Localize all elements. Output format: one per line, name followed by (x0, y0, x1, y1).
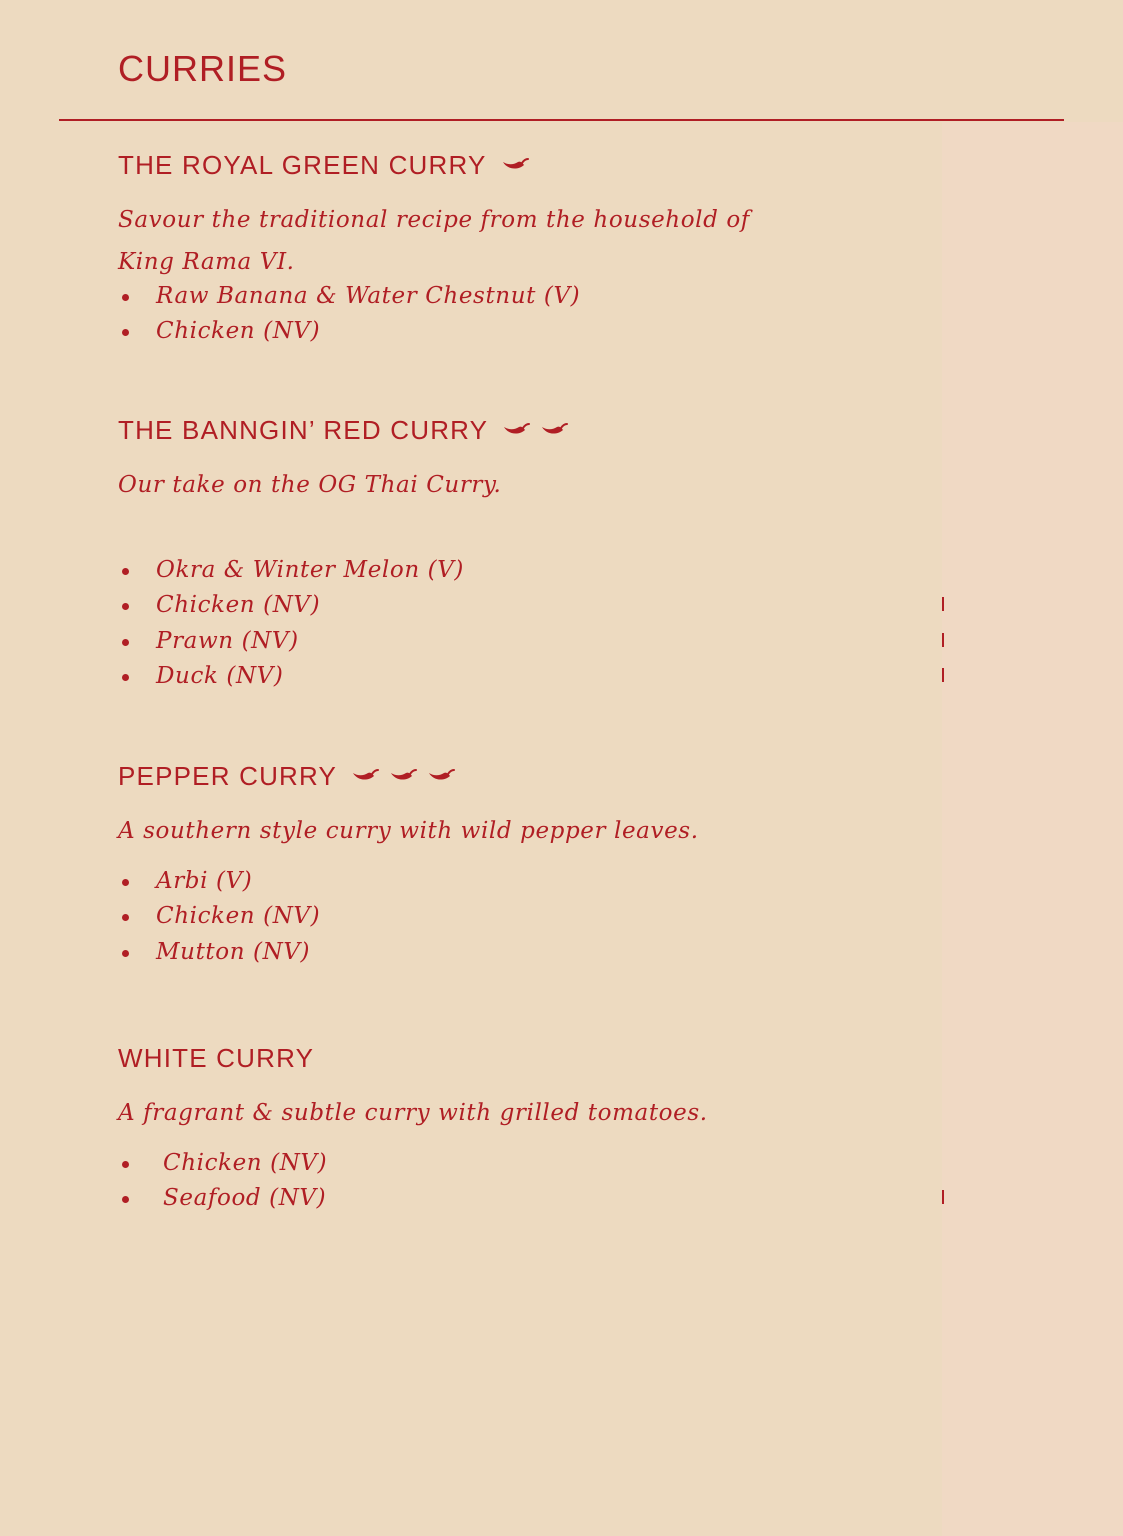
spice-level (351, 767, 465, 785)
chilli-icon (502, 421, 530, 439)
item-name: Prawn (NV) (156, 627, 299, 654)
page-title: CURRIES (118, 48, 288, 89)
item-list (118, 553, 938, 694)
price-marker (942, 633, 944, 647)
list-item (118, 314, 938, 349)
item-list (118, 864, 938, 970)
menu-section-red-curry (118, 415, 938, 694)
item-list (118, 279, 938, 350)
price-marker (942, 1190, 944, 1204)
price-marker (942, 668, 944, 682)
section-description (118, 199, 938, 283)
item-name: Duck (NV) (156, 662, 284, 689)
section-heading (118, 150, 938, 180)
item-name: Chicken (NV) (156, 903, 321, 930)
chilli-icon (540, 421, 568, 439)
bullet (122, 1161, 129, 1168)
spice-level (502, 421, 578, 439)
chilli-icon (501, 156, 529, 174)
bullet (122, 329, 129, 336)
right-panel-shade (942, 122, 1123, 1536)
price-marker (942, 597, 944, 611)
list-item (118, 553, 938, 588)
description-line: King Rama VI. (118, 249, 295, 275)
item-name: Okra & Winter Melon (V) (156, 557, 465, 583)
bullet (122, 1196, 129, 1203)
bullet (122, 674, 129, 681)
section-heading (118, 761, 938, 791)
bullet (122, 950, 129, 957)
item-list (118, 1146, 938, 1217)
menu-section-pepper-curry (118, 761, 938, 970)
spice-level (501, 156, 539, 174)
list-item (118, 899, 938, 934)
list-item (118, 864, 938, 899)
bullet (122, 914, 129, 921)
item-name: Mutton (NV) (156, 938, 311, 965)
title-divider (59, 119, 1064, 121)
item-name: Raw Banana & Water Chestnut (V) (156, 283, 581, 309)
item-name: Chicken (NV) (156, 592, 321, 619)
item-name: Chicken (NV) (163, 1150, 328, 1176)
section-name: THE ROYAL GREEN CURRY (118, 150, 487, 180)
section-description (118, 810, 938, 852)
section-name: PEPPER CURRY (118, 761, 338, 791)
description-line: Savour the traditional recipe from the household of (118, 207, 750, 233)
section-description (118, 464, 938, 506)
chilli-icon (427, 767, 455, 785)
item-name: Arbi (V) (156, 868, 253, 894)
section-description (118, 1092, 938, 1134)
list-item (118, 588, 938, 623)
bullet (122, 568, 129, 575)
section-heading (118, 415, 938, 445)
description-line: A fragrant & subtle curry with grilled tomatoes. (118, 1100, 708, 1126)
list-item (118, 1181, 938, 1216)
list-item (118, 624, 938, 659)
list-item (118, 1146, 938, 1181)
list-item (118, 279, 938, 314)
bullet (122, 294, 129, 301)
description-line: Our take on the OG Thai Curry. (118, 472, 502, 498)
chilli-icon (351, 767, 379, 785)
menu-section-royal-green-curry (118, 150, 938, 350)
bullet (122, 603, 129, 610)
section-heading (118, 1043, 938, 1073)
menu-section-white-curry (118, 1043, 938, 1217)
description-line: A southern style curry with wild pepper leaves. (118, 818, 699, 844)
section-name: THE BANNGIN’ RED CURRY (118, 415, 489, 445)
list-item (118, 935, 938, 970)
item-name: Seafood (NV) (163, 1185, 327, 1212)
section-name: WHITE CURRY (118, 1043, 315, 1073)
chilli-icon (389, 767, 417, 785)
bullet (122, 879, 129, 886)
item-name: Chicken (NV) (156, 318, 321, 345)
bullet (122, 639, 129, 646)
list-item (118, 659, 938, 694)
